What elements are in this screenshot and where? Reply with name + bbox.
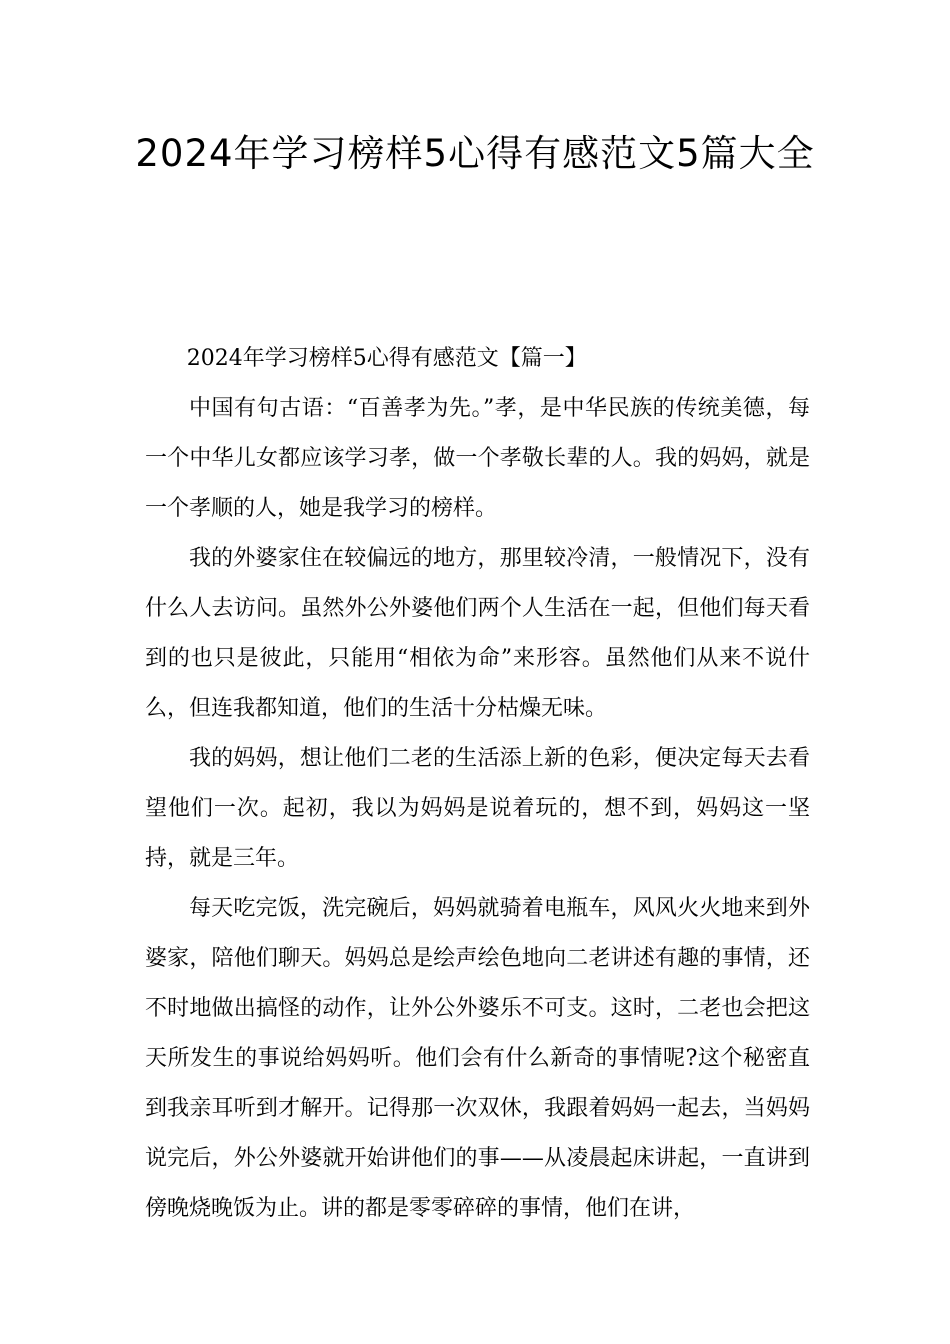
paragraph-2: 我的外婆家住在较偏远的地方，那里较冷清，一般情况下，没有什么人去访问。虽然外公外婆他们两个人生活在一起，但他们每天看到的也只是彼此，只能用“相依为命”来形容。虽然他们从来不说什么，但连我都知道，他们的生活十分枯燥无味。 xyxy=(145,546,810,721)
paragraph-4: 每天吃完饭，洗完碗后，妈妈就骑着电瓶车，风风火火地来到外婆家，陪他们聊天。妈妈总是绘声绘色地向二老讲述有趣的事情，还不时地做出搞怪的动作，让外公外婆乐不可支。这时，二老也会把这天所发生的事说给妈妈听。他们会有什么新奇的事情呢?这个秘密直到我亲耳听到才解开。记得那一次双休，我跟着妈妈一起去，当妈妈说完后，外公外婆就开始讲他们的事——从凌晨起床讲起，一直讲到傍晚烧晚饭为止。讲的都是零零碎碎的事情，他们在讲， xyxy=(145,896,810,1221)
section-heading: 2024年学习榜样5心得有感范文【篇一】 xyxy=(186,346,587,371)
document-body xyxy=(145,334,810,1234)
paragraph-3: 我的妈妈，想让他们二老的生活添上新的色彩，便决定每天去看望他们一次。起初，我以为妈妈是说着玩的，想不到，妈妈这一坚持，就是三年。 xyxy=(145,746,810,871)
document-title: 2024年学习榜样5心得有感范文5篇大全 xyxy=(135,132,815,175)
paragraph-1: 中国有句古语：“百善孝为先。”孝，是中华民族的传统美德，每一个中华儿女都应该学习孝，做一个孝敬长辈的人。我的妈妈，就是一个孝顺的人，她是我学习的榜样。 xyxy=(145,396,810,521)
